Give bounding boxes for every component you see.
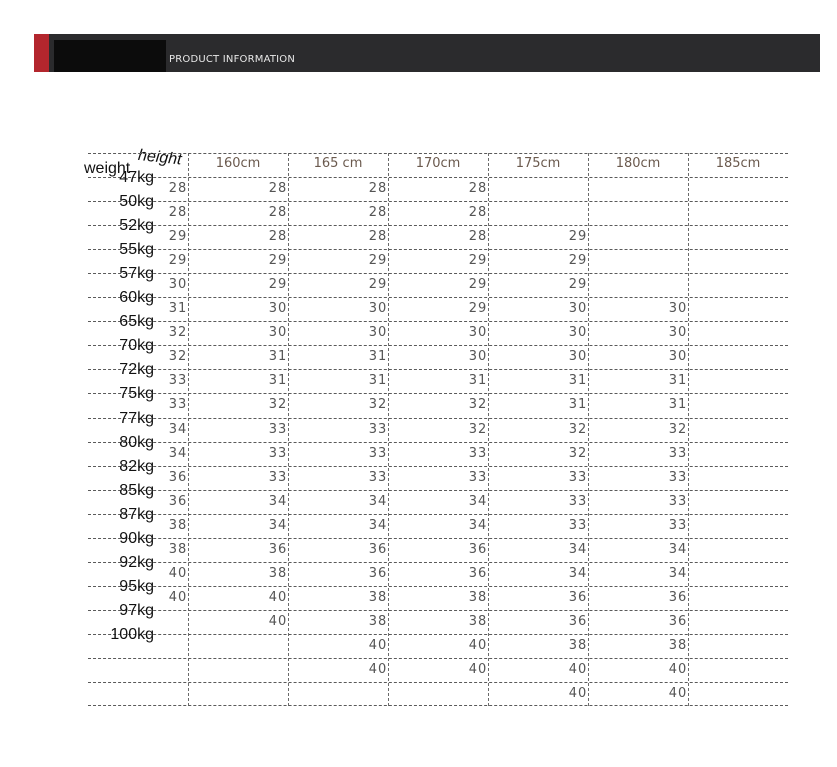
grid-row-divider: [88, 297, 788, 298]
size-cell: 36: [568, 613, 588, 629]
grid-row-divider: [88, 658, 788, 659]
grid-row-divider: [88, 634, 788, 635]
size-cell: 28: [368, 205, 388, 221]
size-cell: 38: [568, 637, 588, 653]
size-cell: 40: [668, 662, 688, 677]
header-tab-block: [54, 40, 166, 72]
weight-row-header: 60kg: [119, 289, 154, 307]
size-cell: 28: [168, 181, 188, 196]
size-cell: 33: [468, 445, 488, 461]
grid-row-divider: [88, 466, 788, 467]
size-cell: 33: [368, 445, 388, 461]
size-cell: 33: [568, 517, 588, 533]
size-cell: 30: [668, 325, 688, 341]
size-cell: 34: [268, 493, 288, 509]
size-cell: 29: [568, 229, 588, 245]
size-cell: 40: [468, 662, 488, 677]
size-cell: 36: [368, 541, 388, 557]
size-cell: 40: [568, 686, 588, 702]
size-cell: 33: [668, 445, 688, 461]
grid-row-divider: [88, 490, 788, 491]
size-cell: 38: [468, 589, 488, 605]
size-cell: 33: [668, 517, 688, 533]
size-cell: 28: [368, 229, 388, 245]
size-cell: 30: [568, 325, 588, 341]
size-cell: 40: [568, 662, 588, 677]
weight-row-header: 85kg: [119, 481, 154, 499]
grid-row-divider: [88, 562, 788, 563]
size-cell: 40: [668, 686, 688, 702]
header-title: PRODUCT INFORMATION: [169, 54, 296, 65]
grid-row-divider: [88, 442, 788, 443]
height-column-header: 165 cm: [313, 156, 363, 171]
size-cell: 34: [368, 517, 388, 533]
size-cell: 38: [368, 589, 388, 605]
weight-row-header: 95kg: [119, 577, 154, 595]
weight-row-header: 90kg: [119, 529, 154, 547]
size-cell: 33: [268, 421, 288, 437]
size-cell: 31: [368, 373, 388, 389]
size-cell: 30: [468, 325, 488, 341]
grid-row-divider: [88, 249, 788, 250]
size-cell: 32: [268, 397, 288, 413]
size-cell: 36: [468, 541, 488, 557]
size-cell: 29: [468, 253, 488, 269]
size-cell: 32: [668, 421, 688, 437]
size-cell: 32: [168, 325, 188, 341]
size-cell: 31: [368, 349, 388, 365]
height-column-header: 170cm: [415, 156, 461, 171]
weight-row-header: 77kg: [119, 409, 154, 427]
size-cell: 29: [268, 253, 288, 269]
size-chart-table: [84, 147, 788, 706]
size-cell: 29: [168, 229, 188, 245]
grid-row-divider: [88, 418, 788, 419]
size-cell: 33: [568, 493, 588, 509]
size-cell: 36: [668, 589, 688, 605]
size-cell: 36: [568, 589, 588, 605]
size-cell: 40: [268, 613, 288, 629]
size-cell: 31: [268, 373, 288, 389]
size-cell: 34: [168, 421, 188, 437]
size-cell: 30: [468, 349, 488, 365]
size-cell: 36: [668, 613, 688, 629]
weight-row-header: 80kg: [119, 433, 154, 451]
size-cell: 34: [668, 565, 688, 581]
size-cell: 28: [468, 205, 488, 221]
size-cell: 36: [168, 469, 188, 485]
size-cell: 32: [568, 445, 588, 461]
size-cell: 29: [568, 277, 588, 293]
weight-row-header: 70kg: [119, 337, 154, 355]
size-cell: 30: [268, 325, 288, 341]
size-cell: 28: [468, 181, 488, 196]
size-cell: 29: [468, 301, 488, 317]
grid-row-divider: [88, 705, 788, 706]
height-column-header: 175cm: [515, 156, 561, 171]
size-cell: 28: [268, 181, 288, 196]
size-cell: 34: [668, 541, 688, 557]
size-cell: 33: [268, 469, 288, 485]
grid-row-divider: [88, 393, 788, 394]
size-cell: 38: [468, 613, 488, 629]
size-cell: 29: [568, 253, 588, 269]
size-cell: 33: [268, 445, 288, 461]
weight-row-header: 87kg: [119, 505, 154, 523]
grid-row-divider: [88, 514, 788, 515]
size-cell: 28: [168, 205, 188, 221]
grid-row-divider: [88, 321, 788, 322]
size-cell: 32: [368, 397, 388, 413]
size-cell: 30: [668, 301, 688, 317]
size-cell: 36: [468, 565, 488, 581]
weight-row-header: 82kg: [119, 457, 154, 475]
header-accent: [34, 34, 49, 72]
size-cell: 30: [668, 349, 688, 365]
size-cell: 31: [468, 373, 488, 389]
size-cell: 34: [168, 445, 188, 461]
weight-row-header: 92kg: [119, 553, 154, 571]
grid-row-divider: [88, 586, 788, 587]
grid-row-divider: [88, 682, 788, 683]
size-cell: 30: [568, 349, 588, 365]
size-cell: 29: [168, 253, 188, 269]
grid-row-divider: [88, 177, 788, 178]
grid-row-divider: [88, 345, 788, 346]
size-cell: 32: [468, 397, 488, 413]
grid-row-divider: [88, 225, 788, 226]
weight-row-header: 75kg: [119, 385, 154, 403]
size-cell: 32: [168, 349, 188, 365]
size-cell: 38: [168, 517, 188, 533]
size-cell: 36: [168, 493, 188, 509]
size-cell: 38: [668, 637, 688, 653]
grid-row-divider: [88, 201, 788, 202]
size-cell: 29: [368, 253, 388, 269]
height-column-header: 185cm: [715, 156, 761, 171]
size-cell: 28: [268, 205, 288, 221]
weight-row-header: 72kg: [119, 361, 154, 379]
size-cell: 34: [568, 565, 588, 581]
size-cell: 36: [368, 565, 388, 581]
size-cell: 29: [368, 277, 388, 293]
size-cell: 30: [568, 301, 588, 317]
size-cell: 28: [368, 181, 388, 196]
size-cell: 29: [468, 277, 488, 293]
weight-row-header: 100kg: [110, 625, 154, 643]
weight-row-header: 47kg: [119, 169, 154, 186]
size-cell: 31: [568, 373, 588, 389]
grid-row-divider: [88, 273, 788, 274]
size-cell: 36: [268, 541, 288, 557]
size-cell: 38: [368, 613, 388, 629]
grid-row-divider: [88, 610, 788, 611]
size-cell: 33: [668, 469, 688, 485]
size-cell: 32: [568, 421, 588, 437]
size-cell: 40: [268, 589, 288, 605]
header-bar: [34, 34, 820, 72]
size-cell: 29: [268, 277, 288, 293]
size-cell: 33: [168, 397, 188, 413]
size-cell: 40: [368, 637, 388, 653]
grid-row-divider: [88, 538, 788, 539]
size-cell: 31: [168, 301, 188, 317]
size-cell: 30: [368, 325, 388, 341]
size-cell: 33: [168, 373, 188, 389]
size-cell: 34: [468, 517, 488, 533]
weight-row-header: 97kg: [119, 601, 154, 619]
size-cell: 31: [268, 349, 288, 365]
size-cell: 30: [268, 301, 288, 317]
size-cell: 34: [468, 493, 488, 509]
height-column-header: 160cm: [215, 156, 261, 171]
height-column-header: 180cm: [615, 156, 661, 171]
size-cell: 28: [468, 229, 488, 245]
grid-row-divider: [88, 369, 788, 370]
size-cell: 28: [268, 229, 288, 245]
weight-row-header: 50kg: [119, 193, 154, 211]
size-cell: 40: [468, 637, 488, 653]
weight-row-header: 57kg: [119, 265, 154, 283]
size-cell: 30: [368, 301, 388, 317]
size-cell: 34: [368, 493, 388, 509]
size-cell: 38: [168, 541, 188, 557]
grid-row-divider: [88, 153, 788, 154]
size-cell: 33: [568, 469, 588, 485]
weight-axis-label: weight: [84, 160, 131, 177]
weight-row-header: 52kg: [119, 217, 154, 235]
size-cell: 33: [368, 421, 388, 437]
size-cell: 40: [168, 565, 188, 581]
size-cell: 30: [168, 277, 188, 293]
size-cell: 40: [368, 662, 388, 677]
size-cell: 32: [468, 421, 488, 437]
size-cell: 34: [268, 517, 288, 533]
size-cell: 31: [668, 397, 688, 413]
size-cell: 38: [268, 565, 288, 581]
size-cell: 40: [168, 589, 188, 605]
height-axis-label: height: [137, 147, 183, 169]
size-cell: 31: [668, 373, 688, 389]
size-cell: 33: [668, 493, 688, 509]
size-cell: 33: [368, 469, 388, 485]
size-cell: 31: [568, 397, 588, 413]
size-cell: 34: [568, 541, 588, 557]
weight-row-header: 55kg: [119, 241, 154, 259]
weight-row-header: 65kg: [119, 313, 154, 331]
size-cell: 33: [468, 469, 488, 485]
